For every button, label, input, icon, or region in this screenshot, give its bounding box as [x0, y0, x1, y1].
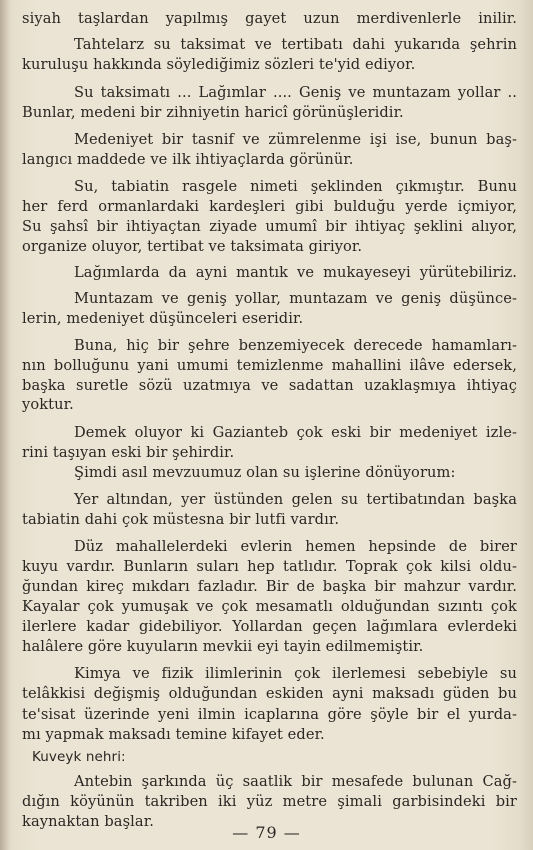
text-line: Düz mahallelerdeki evlerin hemen hepsinde de birer [74, 538, 517, 555]
text-line: Demek oluyor ki Gazianteb çok eski bir medeniyet izle- [74, 424, 517, 441]
page-binding-shadow [0, 0, 10, 850]
text-line: dığın köyünün takriben iki yüz metre şimali garbisindeki bir [22, 793, 517, 810]
text-line: Medeniyet bir tasnif ve zümrelenme işi ise, bunun baş- [74, 131, 517, 148]
text-line: her ferd ormanlardaki kardeşleri gibi bulduğu yerde içmiyor, [22, 198, 517, 215]
text-line: halâlere göre kuyuların mevkii eyi tayin edilmemiştir. [22, 638, 424, 655]
text-line: Kayalar çok yumuşak ve çok mesamatlı olduğundan sızıntı çok [22, 598, 517, 615]
text-line: kuyu vardır. Bunların suları hep tatlıdır. Toprak çok kilsi oldu- [22, 558, 517, 575]
text-line: organize oluyor, tertibat ve taksimata giriyor. [22, 238, 363, 255]
text-line: mı yapmak maksadı temine kifayet eder. [22, 726, 325, 743]
text-line: nın bolluğunu yani umumi temizlenme mahallini ilâve edersek, [22, 357, 517, 374]
text-line: Yer altından, yer üstünden gelen su tertibatından başka [74, 491, 517, 508]
section-heading: Kuveyk nehri: [32, 749, 126, 765]
text-line: ğundan kireç mıkdarı fazladır. Bir de başka bir mahzur vardır. [22, 578, 517, 595]
text-line: siyah taşlardan yapılmış gayet uzun merdivenlerle inilir. [22, 10, 517, 27]
text-line: Muntazam ve geniş yollar, muntazam ve geniş düşünce- [74, 290, 517, 307]
text-line: başka suretle sözü uzatmıya ve sadattan uzaklaşmıya ihtiyaç [22, 377, 517, 394]
text-line: Su, tabiatin rasgele nimeti şeklinden çıkmıştır. Bunu [74, 178, 517, 195]
text-line: kuruluşu hakkında söylediğimiz sözleri te'yid ediyor. [22, 56, 416, 73]
text-line: Antebin şarkında üç saatlik bir mesafede bulunan Cağ- [74, 773, 517, 790]
text-line: ilerlere kadar gidebiliyor. Yollardan geçen lağımlara evlerdeki [22, 618, 517, 635]
text-line: lerin, medeniyet düşünceleri eseridir. [22, 310, 304, 327]
text-line: telâkkisi değişmiş olduğundan eskiden ayni maksadı güden bu [22, 685, 517, 702]
text-line: kaynaktan başlar. [22, 813, 154, 830]
text-line: Tahtelarz su taksimat ve tertibatı dahi yukarıda şehrin [74, 36, 517, 53]
text-line: rini taşıyan eski bir şehirdir. [22, 444, 235, 461]
page-number: — 79 — [232, 823, 301, 842]
text-line: tabiatin dahi çok müstesna bir lutfi vardır. [22, 511, 340, 528]
text-line: Su şahsî bir ihtiyaçtan ziyade umumî bir ihtiyaç şeklini alıyor, [22, 218, 517, 235]
text-line: Buna, hiç bir şehre benzemiyecek derecede hamamları- [74, 337, 517, 354]
text-line: Şimdi asıl mevzuumuz olan su işlerine dönüyorum: [74, 464, 456, 481]
text-line: Kimya ve fizik ilimlerinin çok ilerlemesi sebebiyle su [74, 665, 517, 682]
text-line: Bunlar, medeni bir zihniyetin haricî görünüşleridir. [22, 104, 404, 121]
text-line: langıcı maddede ve ilk ihtiyaçlarda görünür. [22, 151, 354, 168]
text-line: te'sisat üzerinde yeni ilmin icaplarına göre şöyle bir el yurda- [22, 706, 517, 723]
text-line: yoktur. [22, 396, 74, 413]
text-line: Lağımlarda da ayni mantık ve mukayeseyi yürütebiliriz. [74, 264, 517, 281]
text-line: Su taksimatı ... Lağımlar .... Geniş ve muntazam yollar .. [74, 84, 517, 101]
